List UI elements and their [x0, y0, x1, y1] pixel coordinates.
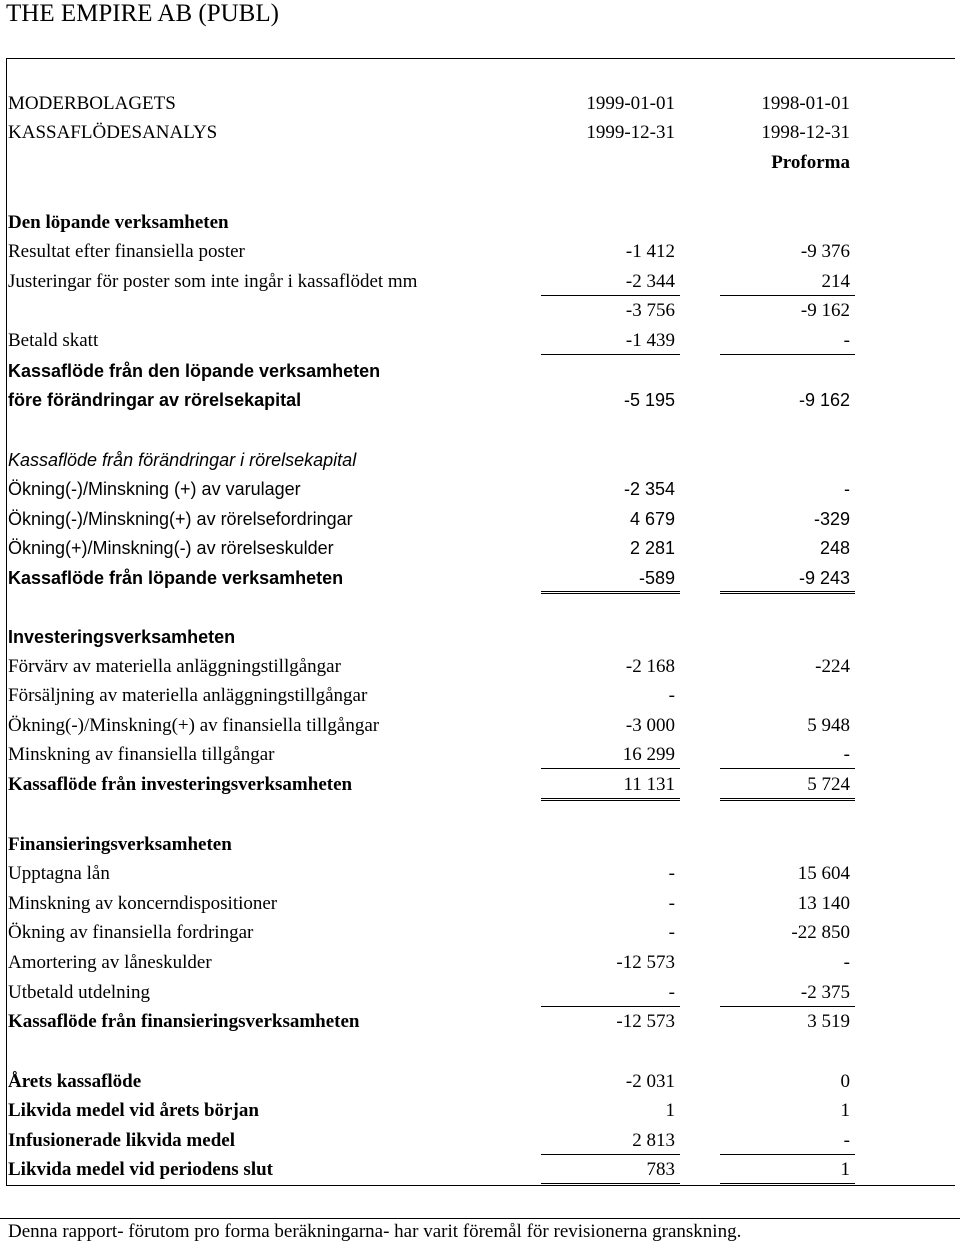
table-row [0, 474, 960, 504]
footer-note: Denna rapport- förutom pro forma beräkningarna- har varit föremål för revisionerna granskning. [8, 1221, 742, 1242]
value-1998: 13 140 [797, 893, 850, 914]
value-1998: 1 [720, 1155, 855, 1186]
value-1999: 4 679 [629, 509, 675, 529]
table-row [0, 148, 960, 178]
row-label: Ökning(-)/Minskning (+) av varulager [8, 479, 301, 499]
row-label: Den löpande verksamheten [8, 212, 229, 233]
row-label: Kassaflöde från den löpande verksamheten [8, 361, 381, 381]
value-1999 [541, 208, 680, 236]
value-1998: 15 604 [797, 863, 850, 884]
value-1998: - [844, 479, 850, 499]
table-row [0, 622, 960, 652]
table-row [0, 118, 960, 148]
value-1998: 214 [720, 267, 855, 296]
table-row [0, 267, 960, 297]
row-label: Försäljning av materiella anläggningstillgångar [8, 685, 368, 706]
value-1998 [720, 356, 855, 384]
row-label: Minskning av finansiella tillgångar [8, 744, 275, 765]
table-row [0, 504, 960, 534]
row-label: Kassaflöde från finansieringsverksamheten [8, 1011, 360, 1032]
table-row [0, 89, 960, 119]
value-1998: 1998-12-31 [761, 122, 850, 143]
value-1998 [720, 208, 855, 236]
table-row [0, 237, 960, 267]
table-row [0, 445, 960, 475]
table-row [0, 1155, 960, 1185]
value-1999: -2 344 [541, 267, 680, 296]
value-1998: 1 [840, 1100, 850, 1121]
value-1998: -9 162 [800, 300, 850, 321]
value-1998: -9 162 [798, 390, 850, 410]
table-row [0, 948, 960, 978]
table-row [0, 711, 960, 741]
value-1998: -329 [813, 509, 850, 529]
table-row [0, 326, 960, 356]
document-title: THE EMPIRE AB (PUBL) [6, 0, 279, 27]
row-label: Förvärv av materiella anläggningstillgångar [8, 656, 341, 677]
value-1999: -589 [541, 563, 680, 594]
row-label: Kassaflöde från löpande verksamheten [8, 568, 344, 588]
value-1999: 1999-12-31 [586, 122, 675, 143]
value-1998: -224 [815, 656, 850, 677]
table-row [0, 533, 960, 563]
row-label: Finansieringsverksamheten [8, 834, 232, 855]
value-1999: 2 281 [629, 538, 675, 558]
table-row [0, 208, 960, 238]
table-row [0, 681, 960, 711]
value-1999: 2 813 [541, 1126, 680, 1155]
row-label: Ökning(+)/Minskning(-) av rörelseskulder [8, 538, 334, 558]
table-row [0, 652, 960, 682]
value-1999: -1 439 [541, 326, 680, 355]
value-1998: 1998-01-01 [761, 93, 850, 114]
value-1999: 16 299 [541, 740, 680, 769]
row-label: Ökning(-)/Minskning(+) av rörelsefordringar [8, 509, 353, 529]
row-label: KASSAFLÖDESANALYS [8, 122, 218, 143]
table-row [0, 1007, 960, 1037]
value-1998: 0 [840, 1071, 850, 1092]
row-label: Likvida medel vid periodens slut [8, 1159, 273, 1180]
row-label: Kassaflöde från förändringar i rörelsekapital [8, 450, 357, 470]
table-row [0, 770, 960, 800]
value-1998: -22 850 [791, 922, 850, 943]
value-1998 [720, 830, 855, 858]
row-label: Justeringar för poster som inte ingår i kassaflödet mm [8, 271, 418, 292]
table-row [0, 1126, 960, 1156]
value-1998: -9 376 [800, 241, 850, 262]
value-1999: - [541, 978, 680, 1007]
value-1999: - [668, 685, 675, 706]
value-1999 [541, 148, 680, 176]
row-label: Ökning av finansiella fordringar [8, 922, 254, 943]
table-row [0, 918, 960, 948]
value-1998 [720, 681, 855, 709]
value-1998: -2 375 [720, 978, 855, 1007]
value-1998: - [720, 326, 855, 355]
value-1998: 3 519 [807, 1011, 850, 1032]
value-1998: -9 243 [720, 563, 855, 594]
value-1999: -1 412 [625, 241, 675, 262]
row-label: Upptagna lån [8, 863, 110, 884]
value-1999: -3 000 [625, 715, 675, 736]
table-row [0, 563, 960, 593]
value-1999: -3 756 [625, 300, 675, 321]
row-label: Infusionerade likvida medel [8, 1130, 235, 1151]
row-label: Investeringsverksamheten [8, 627, 236, 647]
value-1999 [541, 622, 680, 650]
table-row [0, 1096, 960, 1126]
table-row [0, 859, 960, 889]
row-label: Utbetald utdelning [8, 982, 150, 1003]
value-1998: Proforma [771, 152, 850, 173]
value-1999: -12 573 [616, 952, 675, 973]
value-1998: 248 [819, 538, 850, 558]
value-1999: -5 195 [623, 390, 675, 410]
value-1998 [720, 445, 855, 473]
value-1998: - [843, 952, 850, 973]
value-1999: 11 131 [541, 770, 680, 801]
table-row [0, 830, 960, 860]
row-label: MODERBOLAGETS [8, 93, 176, 114]
value-1999: 783 [541, 1155, 680, 1186]
table-row [0, 740, 960, 770]
row-label: Kassaflöde från investeringsverksamheten [8, 774, 353, 795]
table-row [0, 356, 960, 386]
value-1999: -12 573 [616, 1011, 675, 1032]
value-1999: -2 354 [623, 479, 675, 499]
value-1998 [720, 622, 855, 650]
row-label: Betald skatt [8, 330, 99, 351]
value-1999: - [668, 922, 675, 943]
value-1999 [541, 445, 680, 473]
value-1999: - [668, 863, 675, 884]
row-label: Likvida medel vid årets början [8, 1100, 259, 1121]
value-1998: - [720, 1126, 855, 1155]
row-label: före förändringar av rörelsekapital [8, 390, 302, 410]
value-1998: 5 948 [807, 715, 850, 736]
value-1999 [541, 830, 680, 858]
table-row [0, 978, 960, 1008]
table-row [0, 889, 960, 919]
value-1998: - [720, 740, 855, 769]
row-label: Minskning av koncerndispositioner [8, 893, 278, 914]
row-label: Ökning(-)/Minskning(+) av finansiella tillgångar [8, 715, 380, 736]
table-row [0, 1067, 960, 1097]
row-label: Årets kassaflöde [8, 1071, 142, 1092]
value-1999: 1999-01-01 [586, 93, 675, 114]
value-1999: 1 [665, 1100, 675, 1121]
row-label: Amortering av låneskulder [8, 952, 212, 973]
value-1999 [541, 356, 680, 384]
table-row [0, 385, 960, 415]
table-row [0, 296, 960, 326]
row-label: Resultat efter finansiella poster [8, 241, 245, 262]
footer-divider [0, 1218, 960, 1219]
value-1998: 5 724 [720, 770, 855, 801]
value-1999: -2 168 [625, 656, 675, 677]
value-1999: -2 031 [625, 1071, 675, 1092]
value-1999: - [668, 893, 675, 914]
